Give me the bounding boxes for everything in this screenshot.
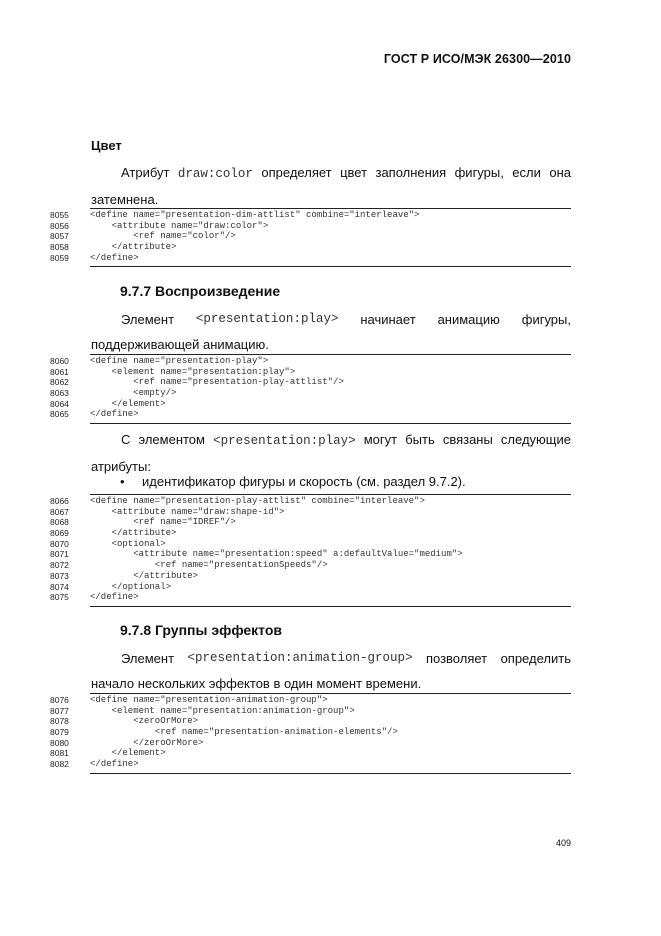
paragraph-line: затемнена. [91,192,159,207]
code-line [50,727,571,738]
section-title-color: Цвет [91,138,122,153]
code-text: <define name="presentation-play"> [90,356,269,366]
paragraph-text: анимацию [437,312,500,327]
page-number: 409 [555,838,571,848]
section-title-play: 9.7.7 Воспроизведение [120,283,281,299]
code-line [50,582,571,593]
code-text: </define> [90,592,139,603]
code-text: <define name="presentation-animation-group"> [90,695,328,705]
code-text: <optional> [90,538,166,549]
paragraph-text: определить [500,651,571,666]
line-number: 8060 [50,356,69,366]
code-text: </attribute> [90,570,199,581]
paragraph-text: позволяет [425,651,488,666]
code-block-play [50,354,571,424]
line-number: 8078 [50,716,69,727]
line-number: 8074 [50,581,69,592]
bullet-dot: • [120,474,125,489]
line-number: 8059 [50,252,69,263]
code-line [50,507,571,518]
code-text: </define> [90,759,139,770]
code-line [50,738,571,749]
line-number: 8080 [50,737,69,748]
paragraph-color [91,160,571,212]
code-line [50,716,571,727]
paragraph-groups [91,646,571,696]
line-number: 8057 [50,231,69,242]
code-text: <ref name="presentation-animation-elements"/> [90,727,398,738]
code-text: <attribute name="draw:color"> [90,220,269,231]
line-number: 8058 [50,242,69,253]
code-line [50,748,571,759]
line-number: 8055 [50,210,69,220]
code-text: <empty/> [90,388,177,399]
paragraph-line: начало нескольких эффектов в один момент времени. [91,676,422,691]
code-line [50,356,571,367]
bullet-item [120,474,466,489]
line-number: 8069 [50,528,69,539]
code-rule-bottom [90,606,571,607]
line-number: 8079 [50,727,69,738]
line-number: 8065 [50,409,69,420]
line-number: 8077 [50,705,69,716]
code-line [50,253,571,264]
code-text: </zeroOrMore> [90,737,204,748]
paragraph-line: атрибуты: [91,459,151,474]
code-text: </define> [90,252,139,263]
code-line [50,528,571,539]
paragraph-text: могут быть связаны следующие [363,432,571,447]
code-text: <ref name="color"/> [90,231,236,242]
paragraph-play [91,307,571,357]
paragraph-play-attributes [91,427,571,479]
code-line [50,367,571,378]
paragraph-line [91,646,571,671]
code-text: <ref name="presentationSpeeds"/> [90,560,328,571]
paragraph-text: Атрибут [121,165,170,180]
code-line [50,592,571,603]
line-number: 8076 [50,695,69,705]
code-line [50,210,571,221]
code-line [50,409,571,420]
page-header: ГОСТ Р ИСО/МЭК 26300—2010 [383,52,571,66]
line-number: 8067 [50,506,69,517]
code-text: <define name="presentation-dim-attlist" combine="interleave"> [90,210,420,220]
code-line [50,695,571,706]
inline-code: <presentation:play> [195,312,339,326]
line-number: 8063 [50,388,69,399]
code-text: </optional> [90,581,172,592]
code-text: </element> [90,398,166,409]
paragraph-text: определяет цвет заполнения фигуры, если она [261,165,571,180]
paragraph-line [91,160,571,187]
line-number: 8066 [50,496,69,506]
line-number: 8068 [50,517,69,528]
code-text: </define> [90,409,139,420]
paragraph-text: фигуры, [521,312,571,327]
code-block-color [50,208,571,267]
code-text: <attribute name="draw:shape-id"> [90,506,285,517]
paragraph-line: поддерживающей анимацию. [91,337,269,352]
code-line [50,388,571,399]
bullet-text: идентификатор фигуры и скорость (см. раздел 9.7.2). [142,474,466,489]
code-block-groups [50,693,571,774]
line-number: 8073 [50,570,69,581]
code-text: </attribute> [90,242,177,253]
code-line [50,539,571,550]
line-number: 8061 [50,366,69,377]
code-line [50,517,571,528]
code-line [50,377,571,388]
line-number: 8082 [50,759,69,770]
code-rule-bottom [90,773,571,774]
line-number: 8064 [50,398,69,409]
code-line [50,231,571,242]
code-line [50,759,571,770]
inline-code: <presentation:play> [213,434,356,448]
code-line [50,560,571,571]
code-line [50,549,571,560]
inline-code: draw:color [177,167,253,181]
code-text: </element> [90,748,166,759]
line-number: 8075 [50,592,69,603]
paragraph-text: Элемент [121,312,175,327]
code-block-play-attlist [50,494,571,607]
code-line [50,221,571,232]
paragraph-text: Элемент [121,651,175,666]
line-number: 8070 [50,538,69,549]
code-text: <element name="presentation:animation-group"> [90,705,355,716]
line-number: 8081 [50,748,69,759]
paragraph-text: начинает [360,312,416,327]
code-line [50,242,571,253]
line-number: 8056 [50,220,69,231]
line-number: 8062 [50,377,69,388]
line-number: 8071 [50,549,69,560]
code-text: <attribute name="presentation:speed" a:defaultValue="medium"> [90,549,463,560]
paragraph-line [91,307,571,332]
code-line [50,399,571,410]
line-number: 8072 [50,560,69,571]
code-text: <define name="presentation-play-attlist" combine="interleave"> [90,496,425,506]
code-line [50,571,571,582]
code-rule-bottom [90,266,571,267]
code-text: <ref name="IDREF"/> [90,517,236,528]
paragraph-line [91,427,571,454]
code-text: </attribute> [90,528,177,539]
code-line [50,496,571,507]
code-line [50,706,571,717]
code-text: <ref name="presentation-play-attlist"/> [90,377,344,388]
code-text: <element name="presentation:play"> [90,366,296,377]
inline-code: <presentation:animation-group> [187,651,413,665]
code-rule-bottom [90,423,571,424]
paragraph-text: С элементом [121,432,205,447]
code-text: <zeroOrMore> [90,716,199,727]
section-title-groups: 9.7.8 Группы эффектов [120,622,283,638]
